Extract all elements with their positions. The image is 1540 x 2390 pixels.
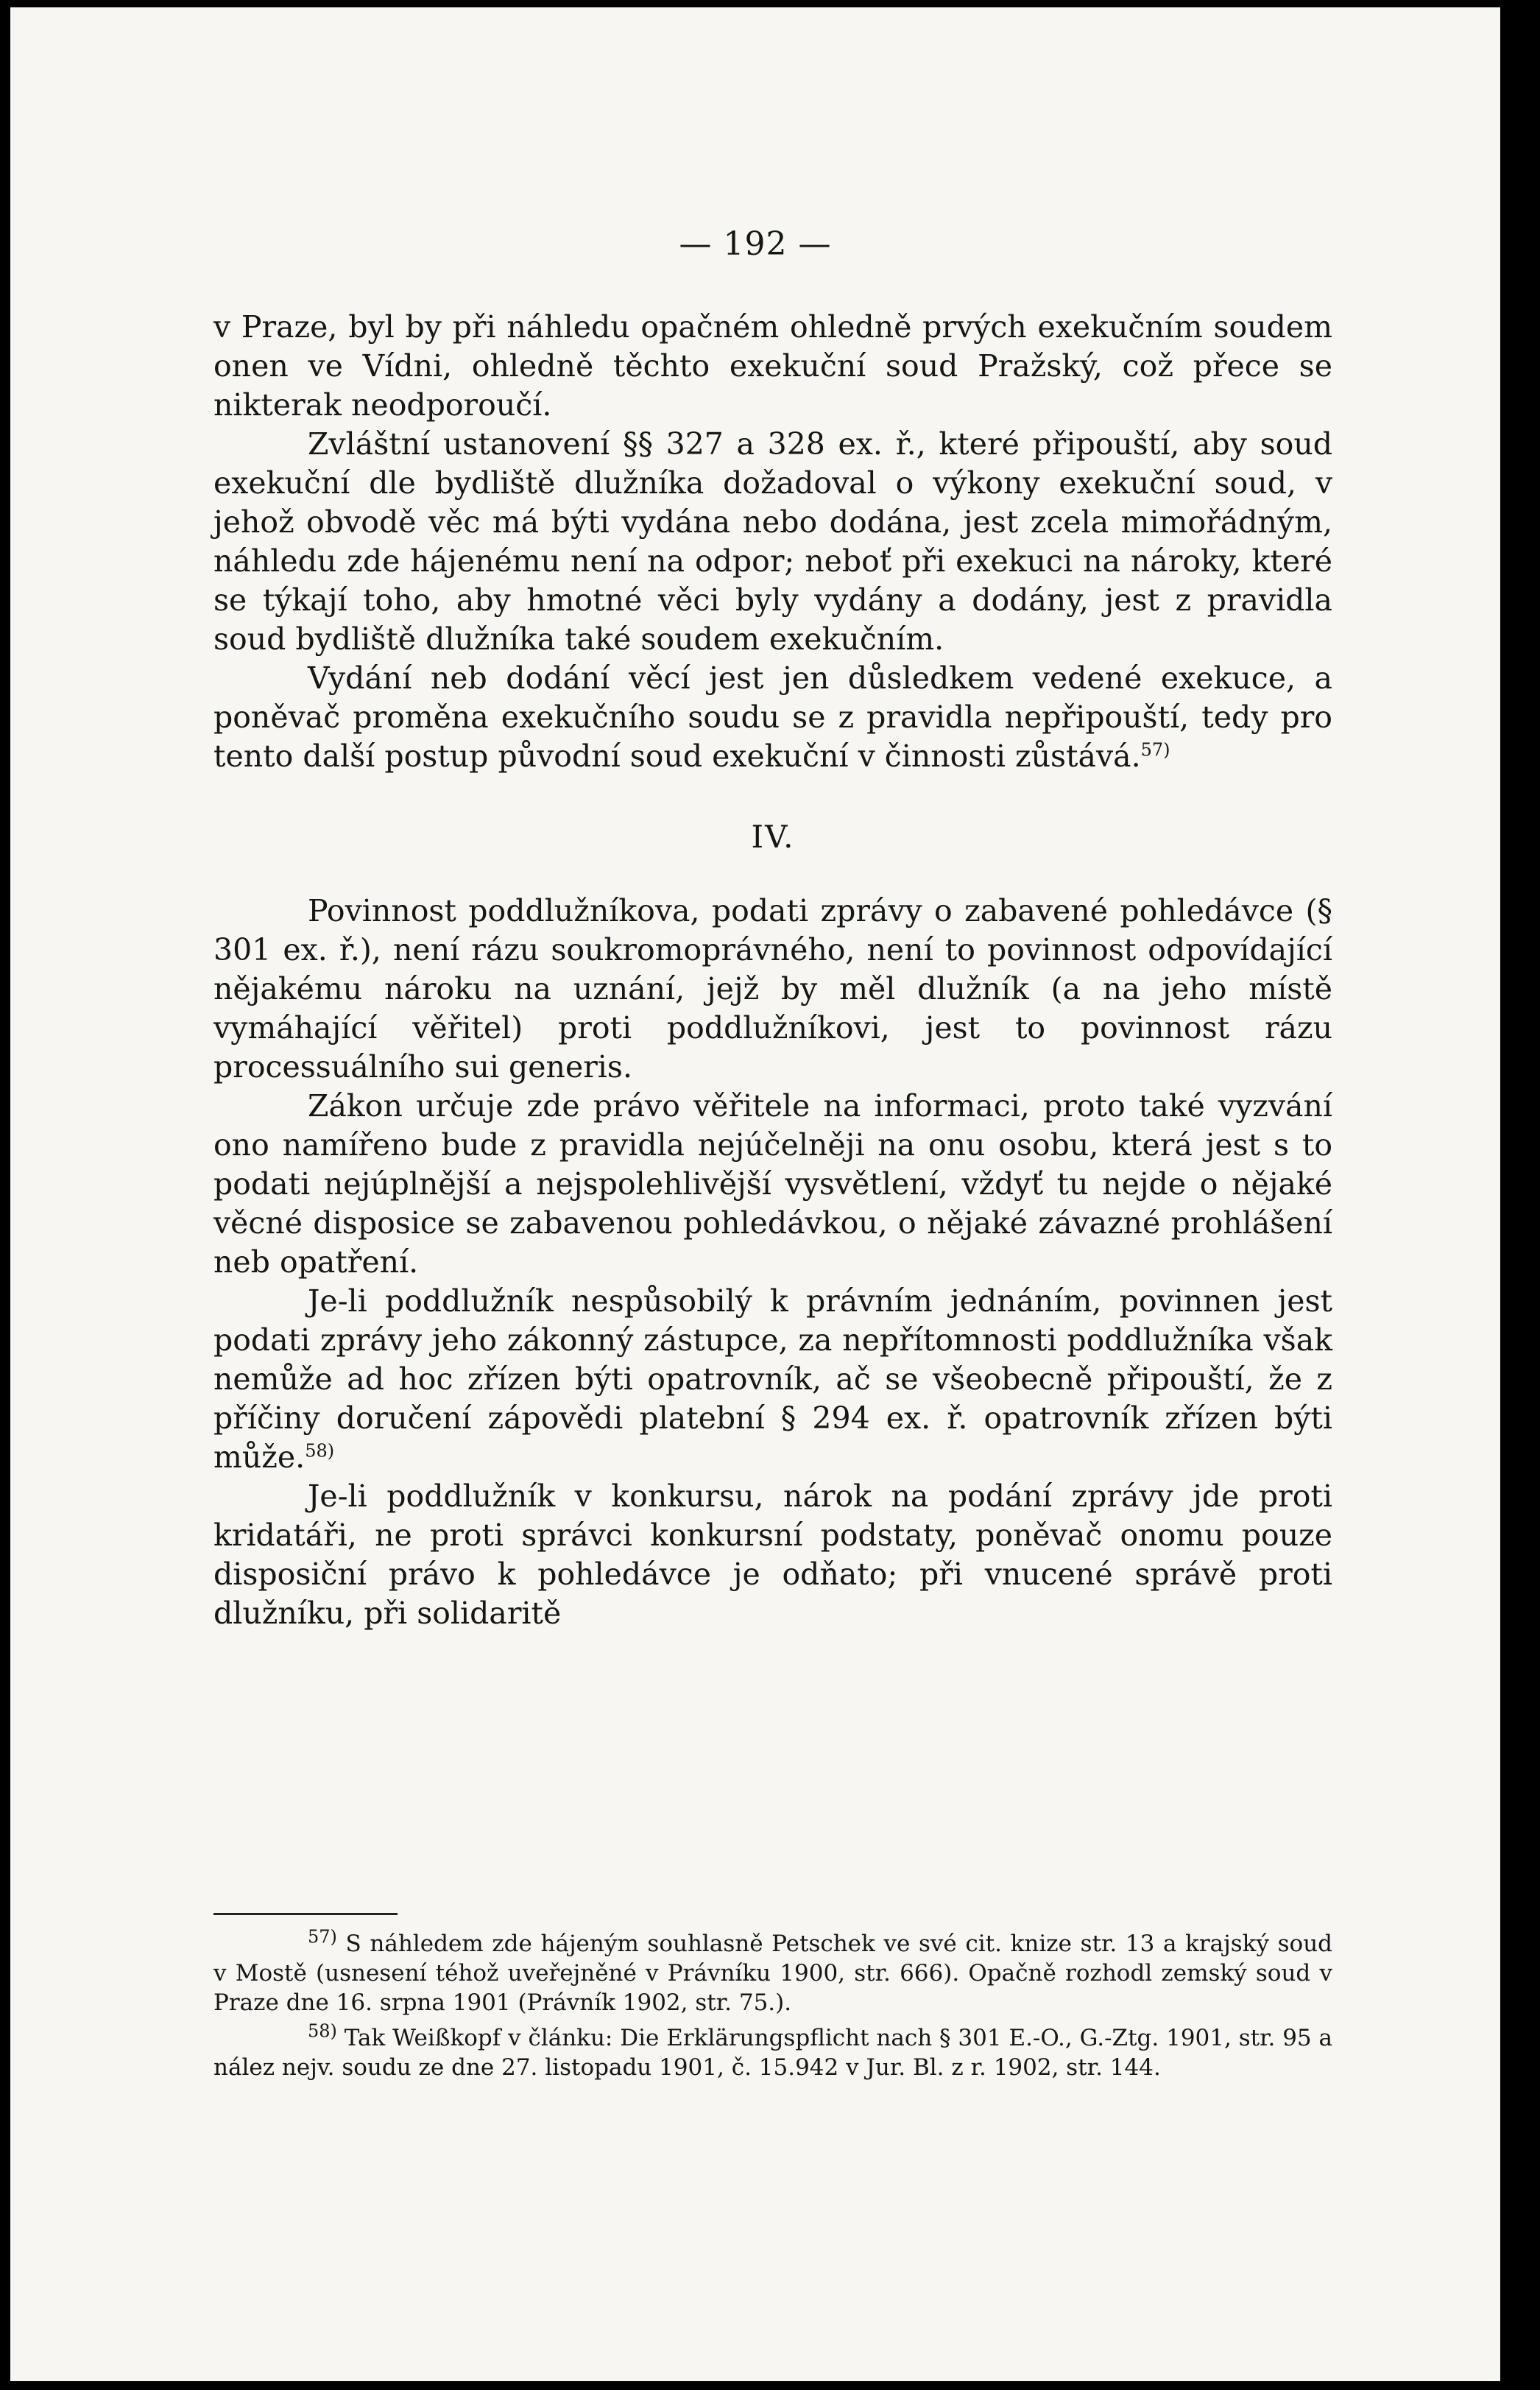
footnotes bbox=[213, 1926, 1332, 2088]
footnote bbox=[213, 2020, 1332, 2082]
book-page bbox=[10, 7, 1500, 2381]
paragraph bbox=[213, 308, 1332, 425]
paragraph bbox=[213, 659, 1332, 776]
paragraph-text: Je-li poddlužník v konkursu, nárok na podání zprávy jde proti kridatáři, ne proti správci konkursní podstaty, poněvač onomu pouze disposiční právo k pohledávce je odňato; při vnucené správě proti dlužníku, při solidaritě bbox=[213, 1478, 1332, 1631]
paragraph bbox=[213, 425, 1332, 659]
footnote bbox=[213, 1926, 1332, 2017]
footnote-divider bbox=[213, 1913, 398, 1915]
paragraph-text: Zvláštní ustanovení §§ 327 a 328 ex. ř., které připouští, aby soud exekuční dle bydliště dlužníka dožadoval o výkony exekuční soud, v jehož obvodě věc má býti vydána nebo dodána, jest zcela mimořádným, náhledu zde hájenému není na odpor; neboť při exekuci na nároky, které se týkají toho, aby hmotné věci byly vydány a dodány, jest z pravidla soud bydliště dlužníka také soudem exekučním. bbox=[213, 426, 1332, 657]
footnote-text: Tak Weißkopf v článku: Die Erklärungspflicht nach § 301 E.-O., G.-Ztg. 1901, str. 95 a nález nejv. soudu ze dne 27. listopadu 1901, č. 15.942 v Jur. Bl. z r. 1902, str. 144. bbox=[213, 2025, 1332, 2081]
paragraph bbox=[213, 892, 1332, 1087]
paragraph-text: Je-li poddlužník nespůsobilý k právním jednáním, povinnen jest podati zprávy jeho zákonný zástupce, za nepřítomnosti poddlužníka však nemůže ad hoc zřízen býti opatrovník, ač se všeobecně připouští, že z příčiny doručení zápovědi platební § 294 ex. ř. opatrovník zřízen býti může. bbox=[213, 1283, 1332, 1475]
paragraph-text: Povinnost poddlužníkova, podati zprávy o zabavené pohledávce (§ 301 ex. ř.), není rázu soukromoprávného, není to povinnost odpovídající nějakému nároku na uznání, jejž by měl dlužník (a na jeho místě vymáhající věřitel) proti poddlužníkovi, jest to povinnost rázu processuálního sui generis. bbox=[213, 893, 1332, 1085]
paragraph-text: v Praze, byl by při náhledu opačném ohledně prvých exekučním soudem onen ve Vídni, ohledně těchto exekuční soud Pražský, což přece se nikterak neodporoučí. bbox=[213, 309, 1332, 423]
paragraph bbox=[213, 1477, 1332, 1633]
main-text bbox=[213, 308, 1332, 1633]
footnote-reference: 57) bbox=[1140, 739, 1170, 761]
footnote-text: S náhledem zde hájeným souhlasně Petschek ve své cit. knize str. 13 a krajský soud v Mostě (usnesení téhož uveřejněné v Právníku 1900, str. 666). Opačně rozhodl zemský soud v Praze dne 16. srpna 1901 (Právník 1902, str. 75.). bbox=[213, 1931, 1332, 2016]
paragraph-text: Zákon určuje zde právo věřitele na informaci, proto také vyzvání ono namířeno bude z pravidla nejúčelněji na onu osobu, která jest s to podati nejúplnější a nejspolehlivější vysvětlení, vždyť tu nejde o nějaké věcné disposice se zabavenou pohledávkou, o nějaké závazné prohlášení neb opatření. bbox=[213, 1088, 1332, 1280]
section-heading: IV. bbox=[751, 819, 795, 855]
footnote-reference: 58) bbox=[305, 1440, 335, 1462]
paragraph-text: Vydání neb dodání věcí jest jen důsledkem vedené exekuce, a poněvač proměna exekučního soudu se z pravidla nepřipouští, tedy pro tento další postup původní soud exekuční v činnosti zůstává. bbox=[213, 660, 1332, 774]
page-number: — 192 — bbox=[679, 225, 832, 263]
footnote-mark: 57) bbox=[308, 1926, 337, 1947]
paragraph bbox=[213, 1282, 1332, 1477]
paragraph bbox=[213, 1087, 1332, 1282]
footnote-mark: 58) bbox=[308, 2020, 337, 2042]
